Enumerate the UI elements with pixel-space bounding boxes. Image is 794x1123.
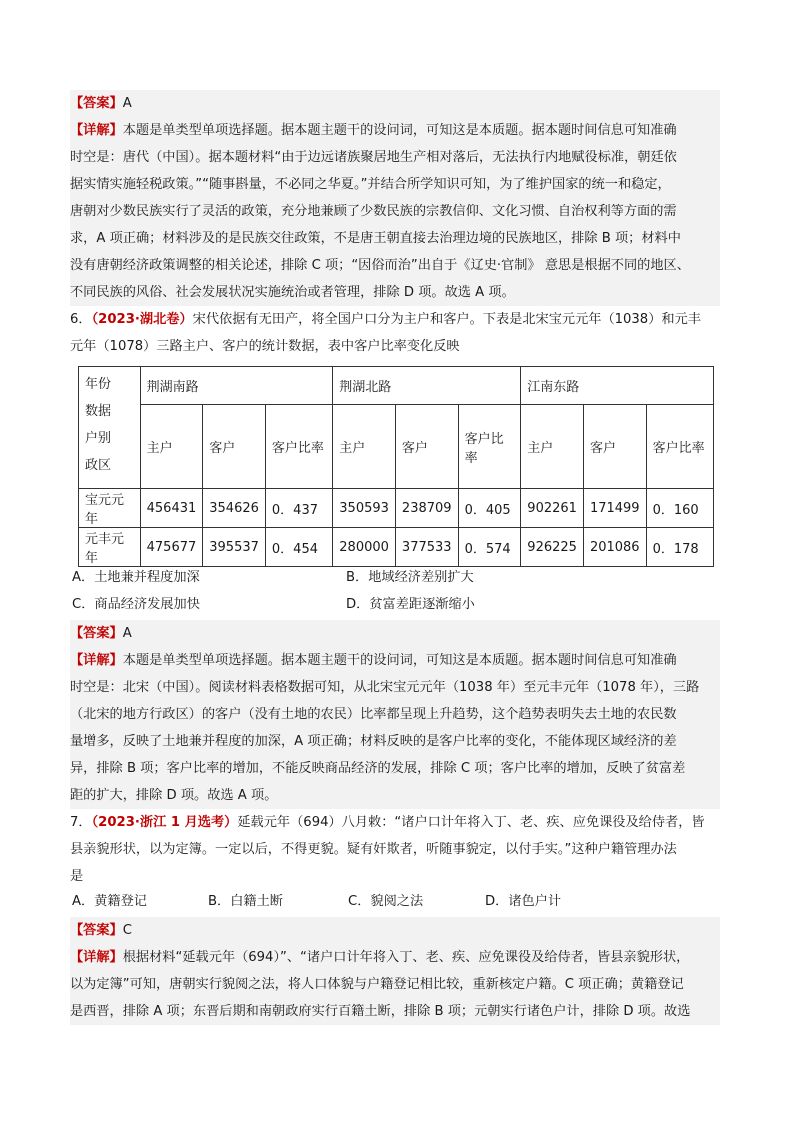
table-cell: 377533 — [395, 528, 458, 567]
table-subheader-row — [79, 405, 714, 489]
q6-source: （2023·湖北卷） — [91, 312, 193, 327]
table-cell: 171499 — [583, 489, 646, 528]
q6-detail-line-6: 距的扩大，排除 D 项。故选 A 项。 — [70, 788, 278, 803]
table-cell: 201086 — [583, 528, 646, 567]
q6-answer-value: A — [122, 626, 132, 641]
detail-tag: 【详解】 — [70, 950, 123, 965]
q7-stem-line-2: 县亲貌形状，以为定簿。一定以后，不得更貌。疑有奸欺者，听随事貌定，以付手实。”这种户籍管理办法 — [70, 842, 677, 857]
q5-answer-line — [70, 90, 720, 117]
q5-answer-block — [70, 90, 720, 306]
column-header: 客户 — [203, 405, 266, 489]
q6-option-b: B．地域经济差别扩大 — [346, 570, 474, 585]
q6-option-d: D．贫富差距逐渐缩小 — [346, 597, 475, 612]
column-header: 客户 — [395, 405, 458, 489]
q7-option-b: B．白籍土断 — [208, 894, 283, 909]
q5-answer-value: A — [122, 96, 132, 111]
q7-answer-value: C — [122, 923, 132, 938]
q7-stem — [70, 809, 720, 890]
table-row — [79, 528, 714, 567]
table-cell: 456431 — [140, 489, 203, 528]
q5-detail-line-7: 不同民族的风俗、社会发展状况实施统治或者管理，排除 D 项。故选 A 项。 — [70, 285, 515, 300]
column-header: 客户 — [583, 405, 646, 489]
q7-source: （2023·浙江 1 月选考） — [91, 815, 238, 830]
q7-detail-line-1: 【详解】根据材料“延载元年（694）”、“诸户口计年将入丁、老、疾、应免课役及给侍者，皆县亲貌形状， — [70, 950, 690, 965]
q6-detail-line-2: 时空是：北宋（中国）。阅读材料表格数据可知，从北宋宝元元年（1038 年）至元丰元年（1078 年），三路 — [70, 680, 700, 695]
q7-answer-block — [70, 917, 720, 1025]
table-cell: 395537 — [203, 528, 266, 567]
region-header: 荆湖南路 — [140, 367, 333, 405]
q5-detail-line-1: 【详解】本题是单类型单项选择题。据本题主题干的设问词，可知这是本质题。据本题时间信息可知准确 — [70, 123, 677, 138]
q7-option-a: A．黄籍登记 — [72, 894, 147, 909]
column-header: 主户 — [333, 405, 396, 489]
table-cell: 926225 — [521, 528, 584, 567]
q7-stem-line-1: 7．（2023·浙江 1 月选考）延载元年（694）八月敕：“诸户口计年将入丁、老、疾、应免课役及给侍者，皆 — [70, 815, 705, 830]
q7-option-c: C．貌阅之法 — [348, 894, 424, 909]
column-header: 客户比率 — [458, 405, 521, 489]
q5-detail-line-5: 求，A 项正确；材料涉及的是民族交往政策，不是唐王朝直接去治理边境的民族地区，排除 B 项；材料中 — [70, 231, 681, 246]
detail-tag: 【详解】 — [70, 123, 123, 138]
column-header: 客户比率 — [646, 405, 713, 489]
table-row — [79, 489, 714, 528]
q7-detail-line-3: 是西晋，排除 A 项；东晋后期和南朝政府实行百籍土断，排除 B 项；元朝实行诸色户计，排除 D 项。故选 — [70, 1004, 691, 1019]
q6-answer-block — [70, 620, 720, 809]
table-cell: 0．437 — [265, 489, 332, 528]
region-header: 荆湖北路 — [333, 367, 521, 405]
table-cell: 0．178 — [646, 528, 713, 567]
column-header: 主户 — [140, 405, 203, 489]
q6-stem-line-1: 6．（2023·湖北卷）宋代依据有无田产，将全国户口分为主户和客户。下表是北宋宝元元年（1038）和元丰 — [70, 312, 701, 327]
q7-option-d: D．诸色户计 — [485, 894, 562, 909]
q6-answer-line — [70, 620, 720, 647]
q6-stem — [70, 306, 720, 360]
table-cell: 280000 — [333, 528, 396, 567]
q6-detail-line-1: 【详解】本题是单类型单项选择题。据本题主题干的设问词，可知这是本质题。据本题时间信息可知准确 — [70, 653, 677, 668]
table-cell: 0．160 — [646, 489, 713, 528]
answer-tag: 【答案】 — [70, 96, 123, 111]
table-cell: 902261 — [521, 489, 584, 528]
answer-tag: 【答案】 — [70, 923, 123, 938]
q6-detail-line-5: 异，排除 B 项；客户比率的增加，不能反映商品经济的发展，排除 C 项；客户比率的增加，反映了贫富差 — [70, 761, 686, 776]
q5-detail-line-4: 唐朝对少数民族实行了灵活的政策，充分地兼顾了少数民族的宗教信仰、文化习惯、自治权利等方面的需 — [70, 204, 677, 219]
q5-detail-line-2: 时空是：唐代（中国）。据本题材料“由于边远诸族聚居地生产相对落后，无法执行内地赋役标准，朝廷依 — [70, 150, 677, 165]
detail-tag: 【详解】 — [70, 653, 123, 668]
table-cell: 0．405 — [458, 489, 521, 528]
q7-detail-line-2: 以为定簿”可知，唐朝实行貌阅之法，将人口体貌与户籍登记相比较，重新核定户籍。C 项正确；黄籍登记 — [70, 977, 684, 992]
region-header: 江南东路 — [521, 367, 714, 405]
table-header-row — [79, 367, 714, 405]
q5-detail-line-3: 据实情实施轻税政策。”“随事斟量，不必同之华夏。”并结合所学知识可知，为了维护国家的统一和稳定， — [70, 177, 671, 192]
column-header: 主户 — [521, 405, 584, 489]
q6-detail-line-4: 量增多，反映了土地兼并程度的加深，A 项正确；材料反映的是客户比率的变化，不能体现区域经济的差 — [70, 734, 677, 749]
table-corner-cell: 年份 数据 户别 政区 — [79, 367, 141, 489]
table-cell: 0．574 — [458, 528, 521, 567]
row-header: 元丰元年 — [79, 528, 141, 567]
table-cell: 475677 — [140, 528, 203, 567]
row-header: 宝元元年 — [79, 489, 141, 528]
table-cell: 350593 — [333, 489, 396, 528]
q5-detail-line-6: 没有唐朝经济政策调整的相关论述，排除 C 项；“因俗而治”出自于《辽史·官制》 意思是根据不同的地区、 — [70, 258, 690, 273]
column-header: 客户比率 — [265, 405, 332, 489]
table-cell: 0．454 — [265, 528, 332, 567]
q6-option-a: A．土地兼并程度加深 — [72, 570, 200, 585]
q7-answer-line — [70, 917, 720, 944]
q6-option-c: C．商品经济发展加快 — [72, 597, 200, 612]
q6-detail-line-3: （北宋的地方行政区）的客户（没有土地的农民）比率都呈现上升趋势，这个趋势表明失去土地的农民数 — [70, 707, 677, 722]
q7-stem-line-3: 是 — [70, 869, 84, 884]
q6-number: 6． — [70, 312, 92, 327]
answer-tag: 【答案】 — [70, 626, 123, 641]
table-cell: 354626 — [203, 489, 266, 528]
q6-stem-line-2: 元年（1078）三路主户、客户的统计数据，表中客户比率变化反映 — [70, 339, 460, 354]
q6-data-table — [78, 366, 714, 567]
q7-number: 7． — [70, 815, 92, 830]
table-cell: 238709 — [395, 489, 458, 528]
